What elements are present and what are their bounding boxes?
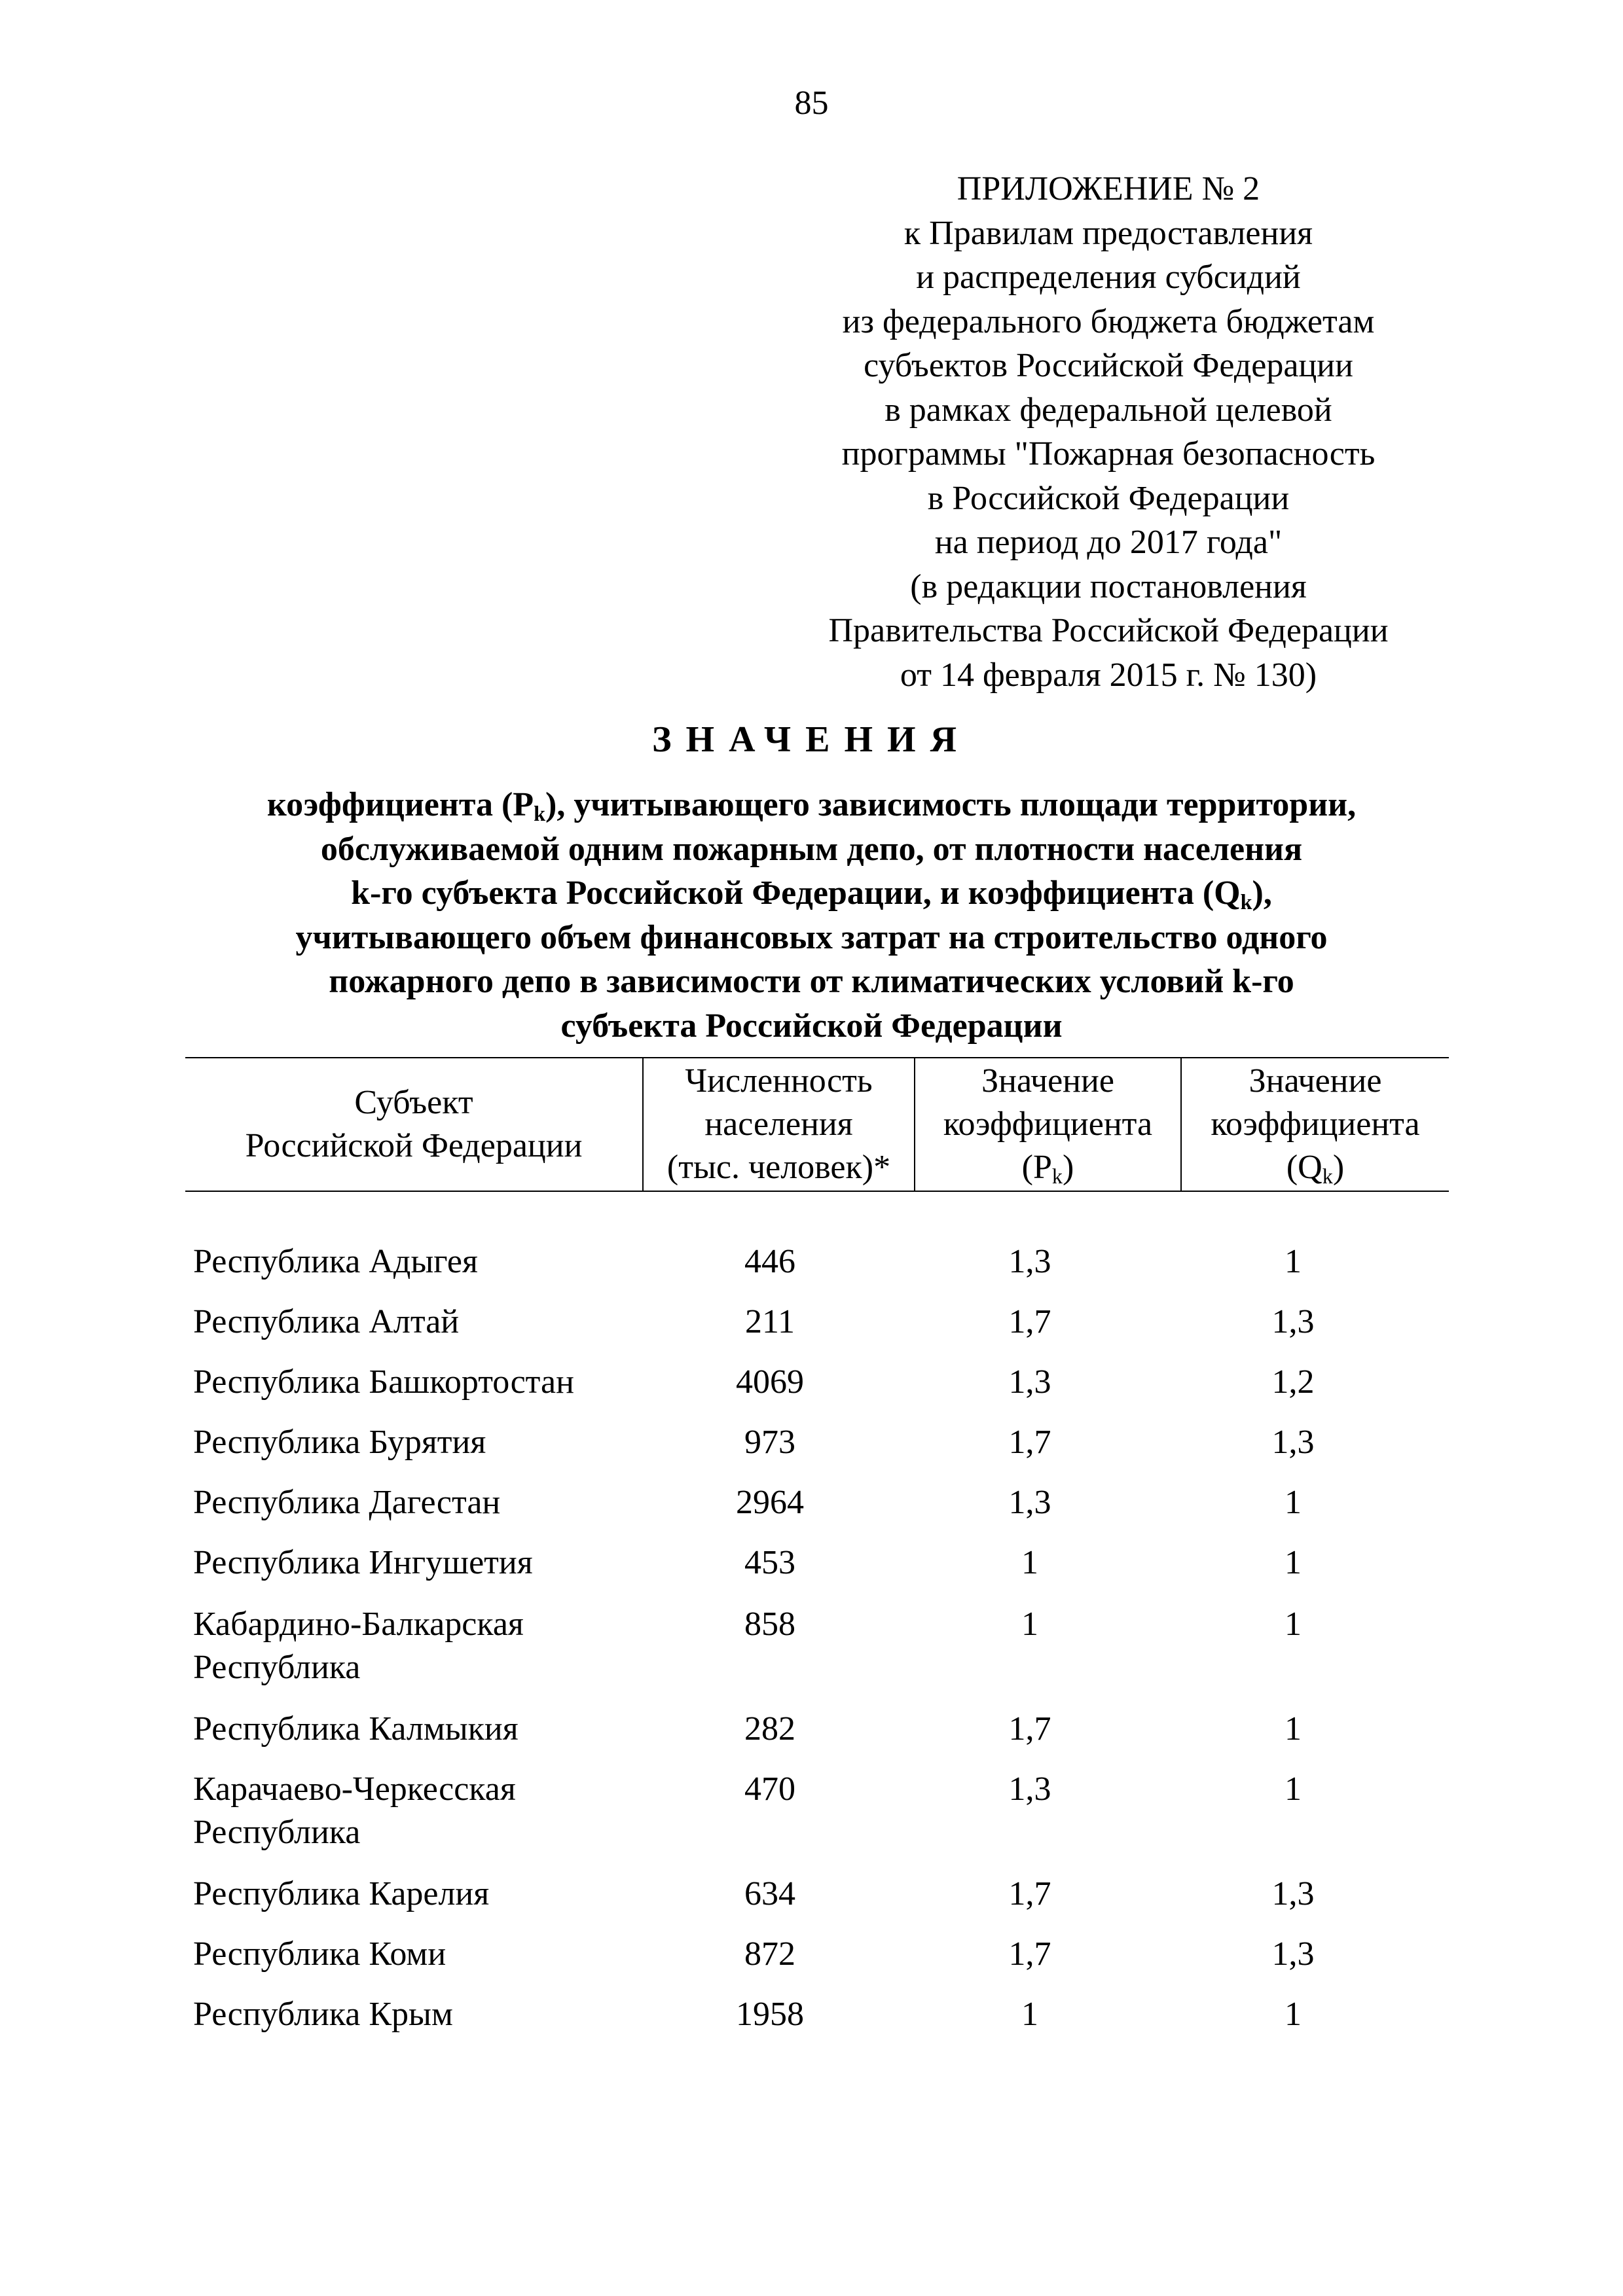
appendix-line: ПРИЛОЖЕНИЕ № 2	[957, 170, 1260, 207]
subject-name: Республика Коми	[193, 1935, 447, 1973]
document-title: ЗНАЧЕНИЯ	[651, 719, 972, 760]
appendix-line: и распределения субсидий	[916, 259, 1301, 296]
pk-value: 1	[1021, 1605, 1038, 1643]
qk-value: 1,3	[1271, 1424, 1315, 1461]
qk-value: 1	[1285, 1243, 1302, 1280]
population-value: 4069	[736, 1363, 804, 1401]
subtitle-line: пожарного депо в зависимости от климатических условий k-го	[329, 963, 1294, 1000]
appendix-line: Правительства Российской Федерации	[828, 612, 1389, 649]
qk-value: 1	[1285, 1710, 1302, 1748]
appendix-line: к Правилам предоставления	[903, 214, 1313, 252]
qk-value: 1,3	[1271, 1935, 1315, 1973]
subject-name: Республика Бурятия	[193, 1424, 486, 1461]
qk-value: 1	[1285, 1996, 1302, 2033]
subject-name: Республика Крым	[193, 1996, 453, 2033]
header-subject: Субъект Российской Федерации	[245, 1084, 583, 1164]
pk-value: 1,7	[1008, 1303, 1051, 1340]
appendix-line: программы "Пожарная безопасность	[841, 435, 1376, 473]
pk-value: 1,7	[1008, 1424, 1051, 1461]
population-value: 470	[744, 1770, 795, 1808]
appendix-header	[765, 167, 1452, 697]
population-value: 453	[744, 1544, 795, 1581]
page-number: 85	[794, 84, 829, 122]
header-qk: Значение коэффициента $(Q_k)$	[1211, 1062, 1420, 1189]
subject-name: Республика Адыгея	[193, 1243, 478, 1280]
subtitle-line: обслуживаемой одним пожарным депо, от плотности населения	[320, 830, 1303, 868]
qk-value: 1	[1285, 1605, 1302, 1643]
subject-name: Республика Башкортостан	[193, 1363, 574, 1401]
qk-value: 1	[1285, 1484, 1302, 1521]
appendix-line: в Российской Федерации	[927, 479, 1290, 517]
pk-value: 1,7	[1008, 1875, 1051, 1912]
appendix-line: (в редакции постановления	[910, 567, 1307, 605]
subject-name: Республика Калмыкия	[193, 1710, 519, 1748]
subject-name: Республика Дагестан	[193, 1484, 501, 1521]
population-value: 446	[744, 1243, 795, 1280]
subject-name: Республика Ингушетия	[193, 1544, 533, 1581]
population-value: 973	[744, 1424, 795, 1461]
subtitle-line: субъекта Российской Федерации	[560, 1007, 1063, 1045]
population-value: 2964	[736, 1484, 804, 1521]
header-population: Численность населения (тыс. человек)*	[666, 1062, 891, 1186]
subject-name: Республика Карелия	[193, 1875, 490, 1912]
document-subtitle	[131, 783, 1492, 1048]
qk-value: 1,2	[1271, 1363, 1315, 1401]
qk-value: 1	[1285, 1544, 1302, 1581]
population-value: 282	[744, 1710, 795, 1748]
pk-value: 1	[1021, 1544, 1038, 1581]
pk-value: 1,3	[1008, 1484, 1051, 1521]
population-value: 634	[744, 1875, 795, 1912]
subject-name: Республика Алтай	[193, 1303, 460, 1340]
appendix-line: из федерального бюджета бюджетам	[842, 302, 1375, 340]
pk-value: 1,7	[1008, 1935, 1051, 1973]
subject-name: Кабардино-Балкарская Республика	[193, 1605, 524, 1686]
subtitle-line: учитывающего объем финансовых затрат на строительство одного	[295, 918, 1328, 956]
pk-value: 1	[1021, 1996, 1038, 2033]
appendix-line: от 14 февраля 2015 г. № 130)	[900, 656, 1317, 694]
table-top-rule	[185, 1057, 1449, 1058]
population-value: 1958	[736, 1996, 804, 2033]
pk-value: 1,7	[1008, 1710, 1051, 1748]
subtitle-line: коэффициента $(P_k)$, учитывающего зависимость площади территории,	[266, 786, 1357, 826]
header-pk: Значение коэффициента $(P_k)$	[943, 1062, 1153, 1189]
appendix-line: в рамках федеральной целевой	[884, 391, 1332, 429]
qk-value: 1,3	[1271, 1875, 1315, 1912]
population-value: 211	[744, 1303, 795, 1340]
qk-value: 1,3	[1271, 1303, 1315, 1340]
appendix-line: на период до 2017 года"	[934, 524, 1283, 561]
subtitle-line: k-го субъекта Российской Федерации, и коэффициента $(Q_k)$,	[351, 874, 1272, 914]
table-header-rule	[185, 1191, 1449, 1192]
subject-name: Карачаево-Черкесская Республика	[193, 1770, 516, 1851]
qk-value: 1	[1285, 1770, 1302, 1808]
pk-value: 1,3	[1008, 1363, 1051, 1401]
population-value: 872	[744, 1935, 795, 1973]
pk-value: 1,3	[1008, 1770, 1051, 1808]
population-value: 858	[744, 1605, 795, 1643]
pk-value: 1,3	[1008, 1243, 1051, 1280]
appendix-line: субъектов Российской Федерации	[864, 347, 1353, 384]
